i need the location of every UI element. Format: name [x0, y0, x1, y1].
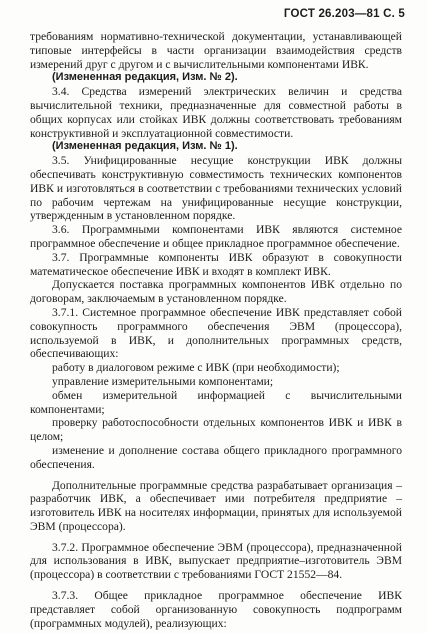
paragraph: требованиям нормативно-технической документации, устанавливающей типовые интерфейсы в части организации взаимодействия средств измерений друг с другом и с вычислительными компонентами ИВК. — [30, 30, 402, 71]
list-item: управление измерительными компонентами; — [52, 374, 274, 388]
paragraph: 3.4. Средства измерений электрических величин и средства вычислительной техники, предназначенные для совместной работы в общих корпусах или стойках ИВК должны соответствовать требованиям конструктивной и эксплуатационной совместимости. — [30, 85, 402, 140]
paragraph: 3.7.3. Общее прикладное программное обеспечение ИВК представляет собой организованную совокупность подпрограмм (программных модулей), реализующих: — [30, 589, 402, 630]
list-item: проверку работоспособности отдельных компонентов ИВК и ИВК в целом; — [30, 416, 402, 444]
document-body — [30, 30, 402, 630]
revision-note: (Измененная редакция, Изм. № 1). — [52, 140, 238, 153]
list-item: изменение и дополнение состава общего прикладного программного обеспечения. — [30, 443, 402, 471]
paragraph: 3.6. Программными компонентами ИВК являются системное программное обеспечение и общее прикладное программное обеспечение. — [30, 223, 402, 250]
paragraph: 3.7.2. Программное обеспечение ЭВМ (процессора), предназначенной для использования в ИВК, выпускает предприятие–изготовитель ЭВМ (процессора) в соответствии с требованиями ГОСТ 21552—84. — [30, 540, 402, 582]
list-item: работу в диалоговом режиме с ИВК (при необходимости); — [52, 361, 340, 375]
paragraph: 3.7.1. Системное программное обеспечение ИВК представляет собой совокупность программного обеспечения ЭВМ (процессора), используемой в ИВК, и дополнительных программных средств, обеспечивающих: — [30, 305, 402, 361]
paragraph: 3.7. Программные компоненты ИВК образуют в совокупности математическое обеспечение ИВК и входят в комплект ИВК. — [30, 250, 402, 278]
paragraph: Дополнительные программные средства разрабатывает организация – разработчик ИВК, а обеспечивает ими потребителя предприятие – изготовитель ИВК на носителях информации, принятых для используемой ЭВМ (процессора). — [30, 478, 402, 533]
list-item: обмен измерительной информацией с вычислительными компонентами; — [30, 388, 402, 416]
page-header: ГОСТ 26.203—81 С. 5 — [283, 8, 405, 20]
paragraph: 3.5. Унифицированные несущие конструкции ИВК должны обеспечивать конструктивную совместимость технических компонентов ИВК и изготовляться в соответствии с требованиями технических условий по рабочим чертежам на унифицированные несущие конструкции, утвержденным в установленном порядке. — [30, 154, 402, 223]
paragraph: Допускается поставка программных компонентов ИВК отдельно по договорам, заключаемым в установленном порядке. — [30, 278, 402, 306]
revision-note: (Измененная редакция, Изм. № 2). — [52, 71, 238, 84]
